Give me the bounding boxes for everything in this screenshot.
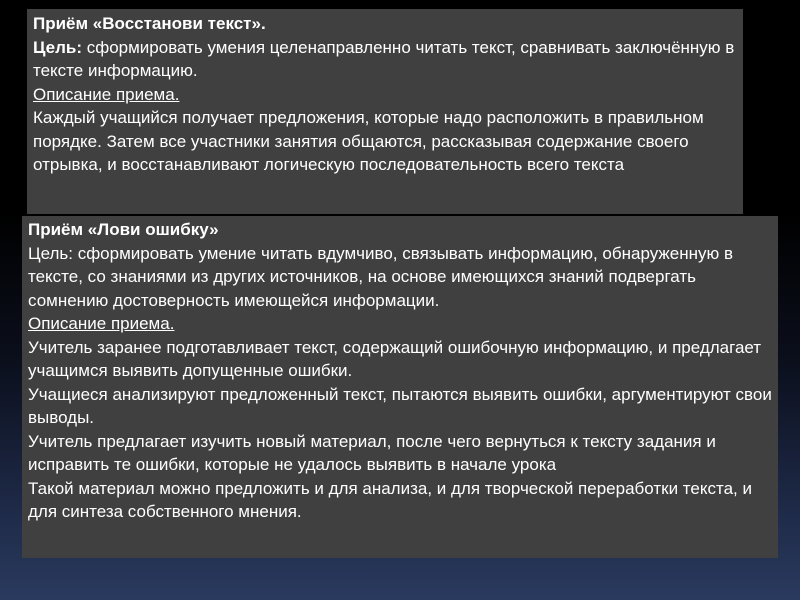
description-text: Каждый учащийся получает предложения, которые надо расположить в правильном порядке. Затем все участники занятия общаются, рассказывая содержание своего отрывка, и восстанавливают логическую последовательность всего текста (33, 108, 704, 174)
goal-paragraph (33, 36, 737, 83)
block-title: Приём «Восстанови текст». (33, 14, 266, 33)
description-paragraph: Такой материал можно предложить и для анализа, и для творческой переработки текста, и для синтеза собственного мнения. (28, 478, 752, 521)
goal-text: сформировать умения целенаправленно читать текст, сравнивать заключённую в тексте информацию. (33, 37, 735, 80)
goal-paragraph: Цель: сформировать умение читать вдумчиво, связывать информацию, обнаруженную в тексте, со знаниями из других источников, на основе имеющихся знаний подвергать сомнению достоверность имеющейся информации. (28, 243, 734, 310)
description-paragraph: Учитель заранее подготавливает текст, содержащий ошибочную информацию, и предлагает учащимся выявить допущенные ошибки. (28, 337, 762, 380)
block-title: Приём «Лови ошибку» (28, 220, 219, 239)
description-heading: Описание приема. (28, 314, 175, 333)
description-paragraph: Учащиеся анализируют предложенный текст, пытаются выявить ошибки, аргументируют свои выводы. (28, 384, 772, 427)
description-paragraph: Учитель предлагает изучить новый материал, после чего вернуться к тексту задания и исправить те ошибки, которые не удалось выявить в начале урока (28, 431, 716, 474)
text-block-restore (27, 9, 743, 214)
goal-label: Цель: (33, 37, 82, 57)
text-block-catch-error (22, 216, 778, 558)
description-heading: Описание приема. (33, 84, 180, 104)
